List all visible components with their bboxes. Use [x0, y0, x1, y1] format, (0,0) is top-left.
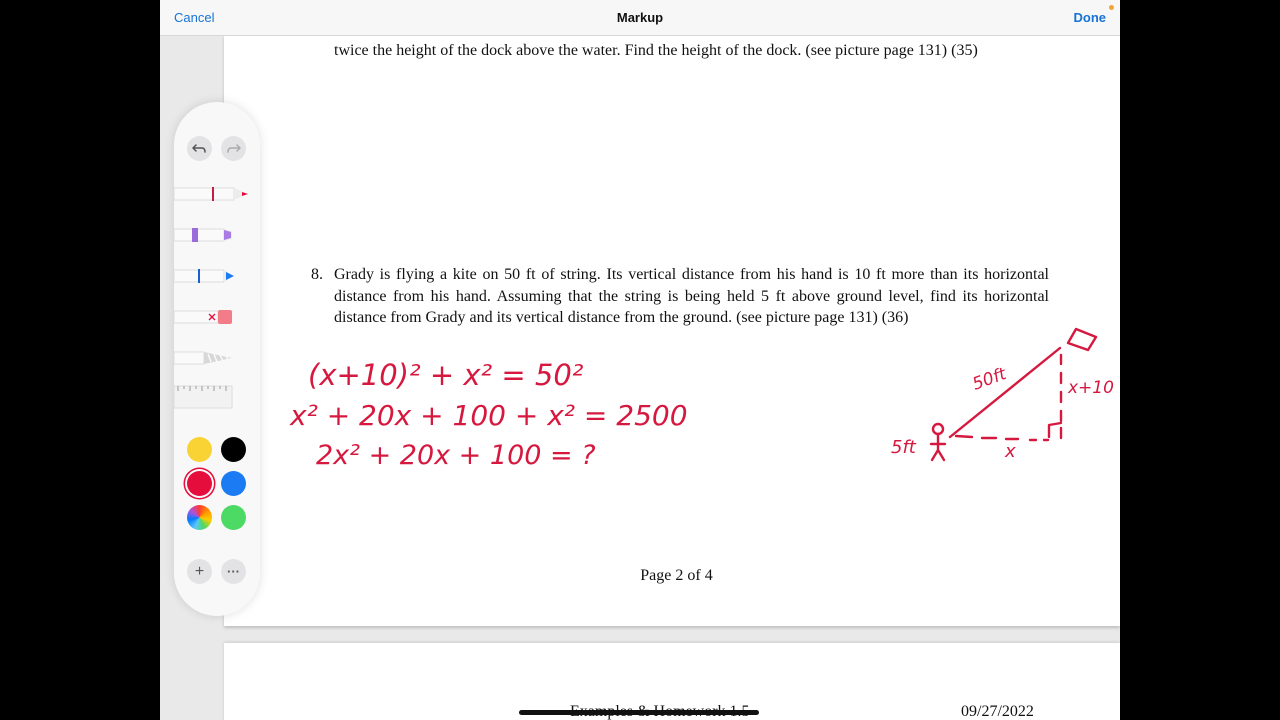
- equation-line-3: 2x² + 20x + 100 = ?: [316, 440, 596, 471]
- page-number: Page 2 of 4: [640, 567, 713, 584]
- color-swatch-green[interactable]: [221, 505, 246, 530]
- question-8: [311, 264, 1049, 329]
- label-string-length: 50ft: [969, 364, 1009, 395]
- markup-screen: [160, 0, 1120, 720]
- document-page[interactable]: [224, 35, 1120, 626]
- question-8-number: 8.: [311, 266, 323, 283]
- lasso-tool[interactable]: [174, 348, 260, 368]
- more-options-button[interactable]: ···: [221, 559, 246, 584]
- color-swatch-yellow[interactable]: [187, 437, 212, 462]
- color-swatch-red[interactable]: [187, 471, 212, 496]
- next-document-page[interactable]: [224, 643, 1120, 720]
- redo-button[interactable]: [221, 136, 246, 161]
- status-dot: [1109, 5, 1114, 10]
- cancel-button[interactable]: Cancel: [174, 10, 215, 25]
- equation-line-1: (x+10)² + x² = 50²: [308, 358, 584, 392]
- question-8-text: Grady is flying a kite on 50 ft of string. Its vertical distance from his hand is 10 ft more than its horizontal distance from his hand. Assuming that the string is being held 5 ft above ground level, find its horizontal distance from Grady and its vertical distance from the ground. (see picture page 131) (36): [334, 266, 1049, 326]
- tool-palette: [174, 102, 260, 616]
- pencil-tool[interactable]: [174, 266, 260, 286]
- eraser-tool[interactable]: [174, 307, 260, 327]
- marker-tool[interactable]: [174, 225, 260, 245]
- label-horizontal: x: [1005, 441, 1016, 462]
- undo-button[interactable]: [187, 136, 212, 161]
- undo-icon: [187, 136, 212, 161]
- redo-icon: [221, 136, 246, 161]
- label-hand-height: 5ft: [891, 437, 916, 458]
- done-button[interactable]: Done: [1073, 10, 1106, 25]
- home-indicator[interactable]: [519, 710, 759, 715]
- next-page-header-date: 09/27/2022: [961, 703, 1034, 720]
- pen-tool[interactable]: [174, 184, 260, 204]
- markup-toolbar: [160, 0, 1120, 36]
- color-swatch-black[interactable]: [221, 437, 246, 462]
- label-vertical: x+10: [1068, 378, 1114, 398]
- equation-line-2: x² + 20x + 100 + x² = 2500: [290, 399, 688, 432]
- add-button[interactable]: +: [187, 559, 212, 584]
- question-7-text: twice the height of the dock above the water. Find the height of the dock. (see picture page 131) (35): [334, 42, 978, 59]
- markup-title: Markup: [616, 10, 664, 25]
- color-picker-wheel[interactable]: [187, 505, 212, 530]
- ruler-tool[interactable]: [174, 384, 260, 410]
- color-swatch-blue[interactable]: [221, 471, 246, 496]
